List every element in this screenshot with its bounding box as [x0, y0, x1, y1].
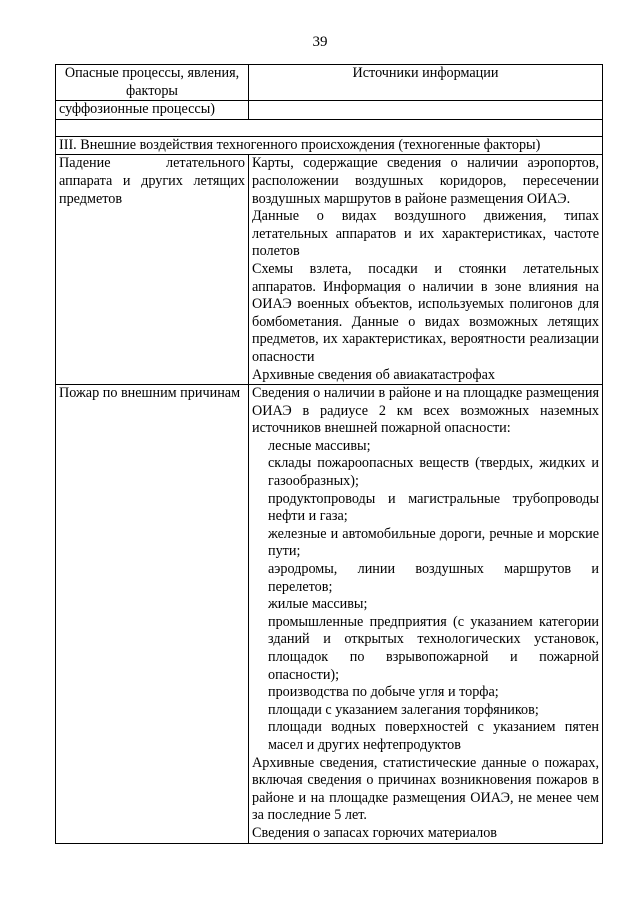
process-cell: Падение летательного аппарата и других летящих предметов [56, 155, 249, 385]
list-item: производства по добыче угля и торфа; [268, 684, 499, 701]
source-paragraph: Карты, содержащие сведения о наличии аэропортов, расположении воздушных коридоров, пересечении воздушных маршрутов в районе размещения ОИАЭ. [252, 155, 599, 207]
table-row [56, 155, 603, 385]
process-cell: Пожар по внешним причинам [56, 385, 249, 843]
continued-source-cell [249, 101, 603, 120]
table-row [56, 385, 603, 843]
source-paragraph: Схемы взлета, посадки и стоянки летательных аппаратов. Информация о наличии в зоне влияния на ОИАЭ военных объектов, используемых полигонов для бомбометания. Данные о видах возможных летящих предметов, их характеристиках, вероятности реализации опасности [252, 260, 599, 365]
section-title: III. Внешние воздействия техногенного происхождения (техногенные факторы) [56, 136, 603, 155]
list-item: жилые массивы; [268, 596, 368, 613]
list-item: площади водных поверхностей с указанием пятен масел и других нефтепродуктов [268, 719, 599, 753]
section-row [56, 136, 603, 155]
table-row [56, 101, 603, 120]
source-paragraph: Сведения о запасах горючих материалов [252, 824, 497, 841]
header-processes: Опасные процессы, явления, факторы [56, 65, 249, 101]
list-item: продуктопроводы и магистральные трубопроводы нефти и газа; [268, 490, 599, 525]
source-paragraph: Архивные сведения об авиакатастрофах [252, 366, 495, 383]
header-sources: Источники информации [249, 65, 603, 101]
source-paragraph: Данные о видах воздушного движения, типах летательных аппаратов и их характеристиках, частоте полетов [252, 208, 599, 260]
sources-cell [249, 155, 603, 385]
source-paragraph: Архивные сведения, статистические данные о пожарах, включая сведения о причинах возникновения пожаров в районе и на площадке размещения ОИАЭ, не менее чем за последние 5 лет. [252, 754, 599, 824]
sources-cell [249, 385, 603, 843]
list-item: лесные массивы; [268, 437, 371, 454]
list-item: железные и автомобильные дороги, речные и морские пути; [268, 525, 599, 560]
empty-row [56, 119, 603, 136]
information-sources-table [55, 64, 603, 844]
page-number: 39 [312, 34, 328, 50]
list-item: аэродромы, линии воздушных маршрутов и перелетов; [268, 561, 599, 595]
table-header-row [56, 65, 603, 101]
list-item: промышленные предприятия (с указанием категории зданий и открытых технологических установок, площадок по взрывопожарной и пожарной опасности); [268, 613, 599, 683]
list-item: склады пожароопасных веществ (твердых, жидких и газообразных); [268, 455, 599, 490]
continued-process-cell: суффозионные процессы) [56, 101, 249, 120]
list-item: площади с указанием залегания торфяников; [268, 701, 539, 718]
source-paragraph: Сведения о наличии в районе и на площадке размещения ОИАЭ в радиусе 2 км всех возможных наземных источников внешней пожарной опасности: [252, 385, 599, 437]
